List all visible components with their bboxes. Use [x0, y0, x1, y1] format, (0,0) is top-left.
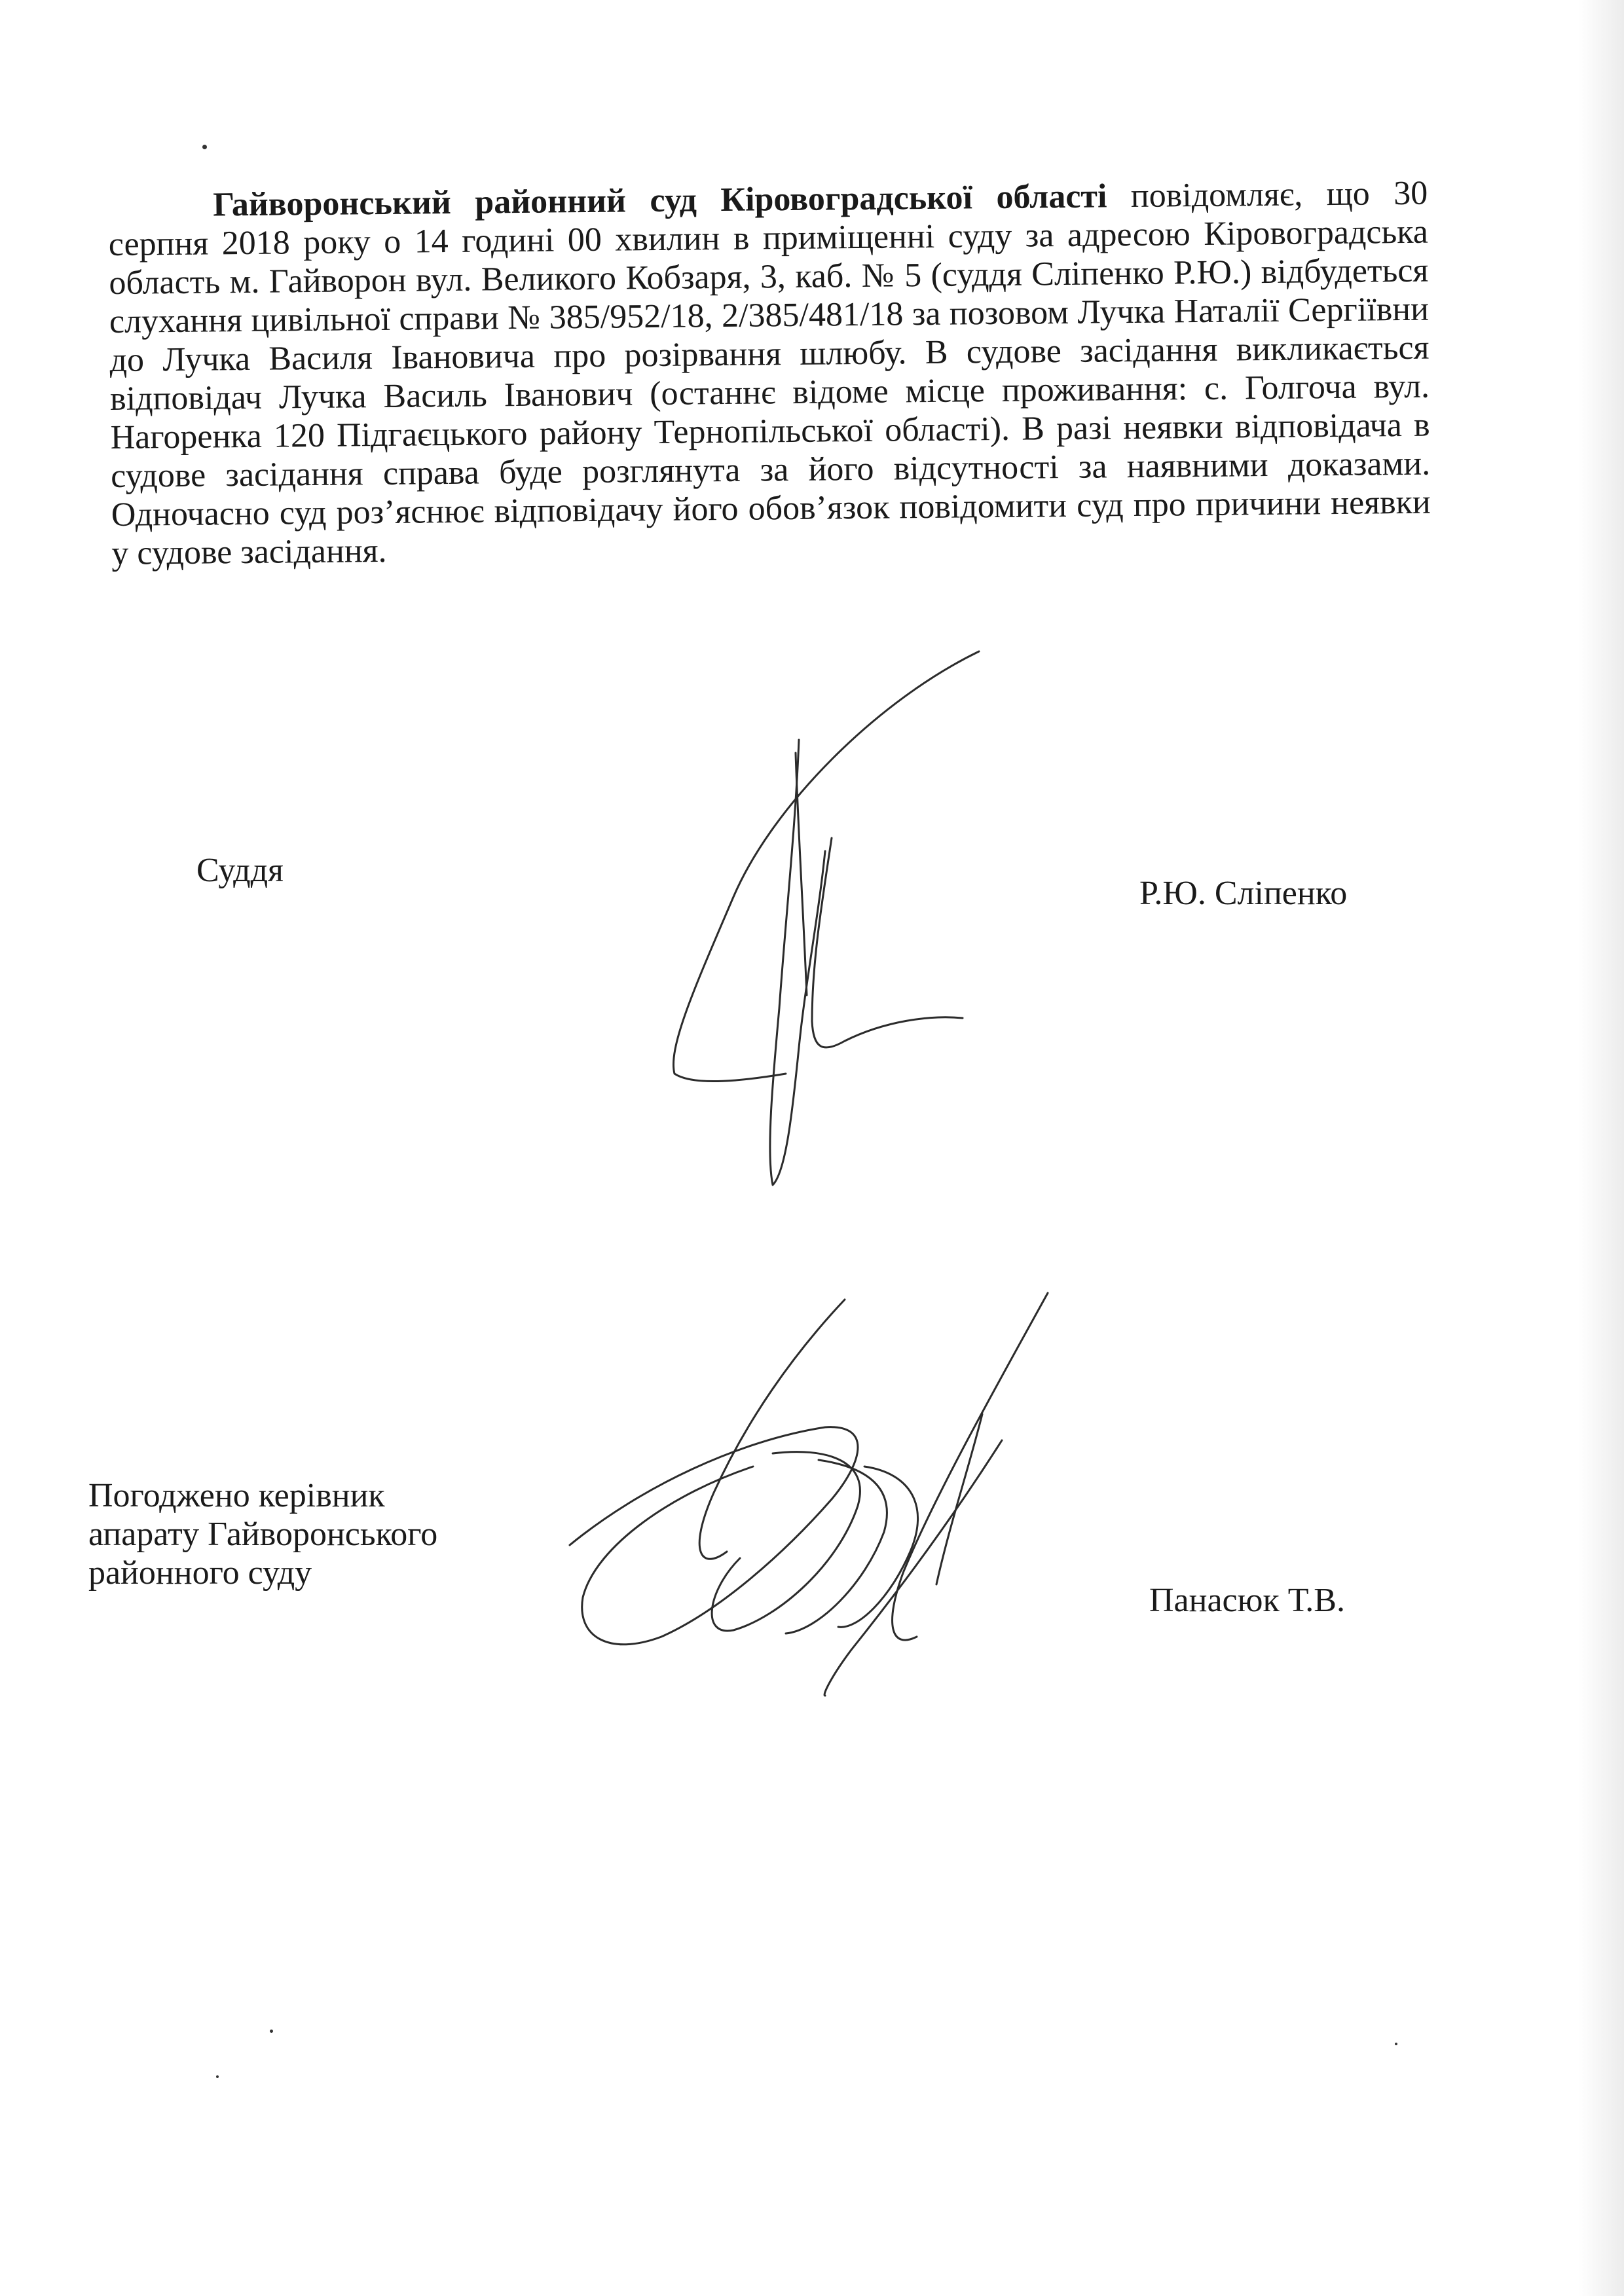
head-signature-stroke	[936, 1414, 982, 1584]
judge-title: Суддя	[196, 852, 284, 889]
scan-speck	[216, 2075, 219, 2078]
head-signature-stroke	[786, 1460, 887, 1633]
notice-text: повідомляє, що 30 серпня 2018 року о 14 годині 00 хвилин в приміщенні суду за адресою Кіровоградська область м. Гайворон вул. Великого Кобзаря, 3, каб. № 5 (суддя Сліпенко Р.Ю.) відбудеться слухання цивільної справи № 385/952/18, 2/385/481/18 за позовом Лучка Наталії Сергіївни до Лучка Василя Івановича про розірвання шлюбу. В судове засідання викликається відповідач Лучка Василь Іванович (останнє відоме місце проживання: с. Голгоча вул. Нагоренка 120 Підгаєцького району Тернопільської області). В разі неявки відповідача в судове засідання справа буде розглянута за його відсутності за наявними доказами. Одночасно суд роз’яснює відповідачу його обов’язок повідомити суд про причини неявки у судове засідання.	[108, 174, 1431, 572]
head-signature-stroke	[824, 1440, 1002, 1696]
head-signature-stroke	[712, 1452, 860, 1631]
judge-signature-stroke	[812, 838, 963, 1048]
scan-speck	[1395, 2043, 1397, 2045]
approval-line-3: районного суду	[88, 1554, 312, 1592]
approval-line-2: апарату Гайворонського	[88, 1516, 438, 1553]
scan-edge-shadow	[1578, 0, 1624, 2296]
head-signature	[699, 1300, 845, 1559]
scan-speck	[270, 2030, 273, 2033]
approval-line-1: Погоджено керівник	[88, 1477, 385, 1514]
notice-paragraph	[108, 174, 1431, 573]
head-signature-stroke	[570, 1427, 858, 1645]
head-signature-stroke	[838, 1467, 918, 1627]
head-name: Панасюк Т.В.	[1149, 1582, 1345, 1619]
court-notice	[108, 174, 1431, 573]
judge-name: Р.Ю. Сліпенко	[1139, 875, 1348, 912]
head-signature-stroke	[893, 1293, 1048, 1640]
judge-signature	[673, 651, 979, 1082]
judge-signature-stroke	[770, 740, 825, 1185]
judge-signature-stroke	[796, 753, 807, 995]
approval-block	[88, 1476, 547, 1592]
court-name: Гайворонський районний суд Кіровоградської області	[213, 177, 1107, 224]
scan-speck	[202, 145, 207, 149]
